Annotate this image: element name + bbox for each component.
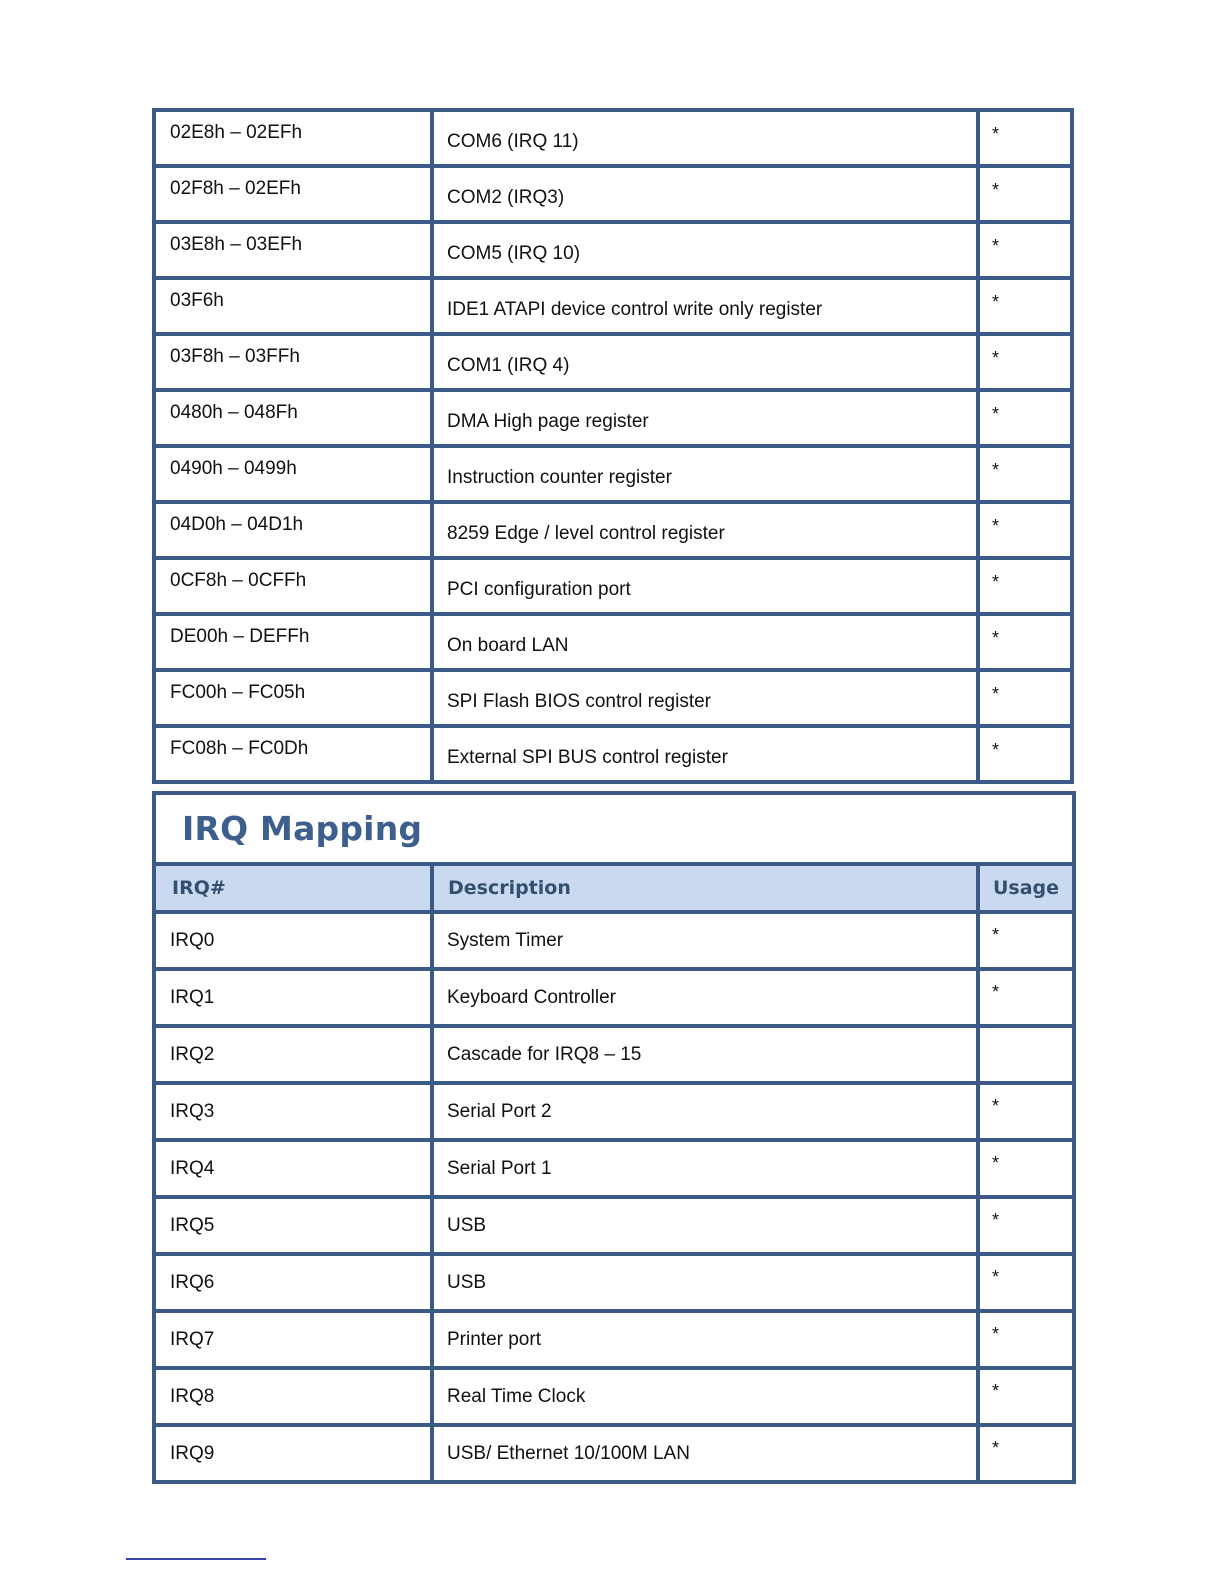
irq-description-cell: Real Time Clock	[432, 1368, 978, 1425]
io-address-cell: 0480h – 048Fh	[154, 390, 432, 446]
irq-number-cell: IRQ1	[154, 969, 432, 1026]
table-row	[154, 1197, 1074, 1254]
irq-description-cell: System Timer	[432, 912, 978, 969]
io-usage-cell: *	[978, 222, 1072, 278]
io-address-cell: DE00h – DEFFh	[154, 614, 432, 670]
irq-number-cell: IRQ6	[154, 1254, 432, 1311]
irq-table-title: IRQ Mapping	[182, 809, 423, 848]
io-usage-cell: *	[978, 670, 1072, 726]
irq-description-cell: Serial Port 1	[432, 1140, 978, 1197]
io-function-cell: 8259 Edge / level control register	[432, 502, 978, 558]
table-row	[154, 446, 1072, 502]
irq-usage-cell: *	[978, 1083, 1074, 1140]
io-function-cell: Instruction counter register	[432, 446, 978, 502]
irq-usage-cell: *	[978, 1368, 1074, 1425]
irq-title-cell	[154, 793, 1074, 864]
table-row	[154, 390, 1072, 446]
io-usage-cell: *	[978, 446, 1072, 502]
table-row	[154, 1140, 1074, 1197]
table-row	[154, 969, 1074, 1026]
irq-description-cell: USB	[432, 1197, 978, 1254]
irq-header-row	[154, 864, 1074, 912]
irq-description-cell: Serial Port 2	[432, 1083, 978, 1140]
irq-usage-cell: *	[978, 1425, 1074, 1482]
io-address-cell: FC00h – FC05h	[154, 670, 432, 726]
irq-usage-cell: *	[978, 1140, 1074, 1197]
irq-usage-cell: *	[978, 1197, 1074, 1254]
io-usage-cell: *	[978, 390, 1072, 446]
table-row	[154, 1083, 1074, 1140]
irq-number-cell: IRQ5	[154, 1197, 432, 1254]
footnote-separator	[126, 1558, 266, 1560]
table-row	[154, 278, 1072, 334]
irq-description-cell: USB/ Ethernet 10/100M LAN	[432, 1425, 978, 1482]
table-row	[154, 222, 1072, 278]
table-row	[154, 1254, 1074, 1311]
io-address-table	[152, 108, 1074, 784]
irq-usage-cell: *	[978, 1254, 1074, 1311]
io-function-cell: PCI configuration port	[432, 558, 978, 614]
irq-number-cell: IRQ4	[154, 1140, 432, 1197]
table-row	[154, 1368, 1074, 1425]
table-row	[154, 166, 1072, 222]
io-usage-cell: *	[978, 726, 1072, 782]
irq-number-cell: IRQ9	[154, 1425, 432, 1482]
irq-number-cell: IRQ3	[154, 1083, 432, 1140]
table-row	[154, 614, 1072, 670]
irq-description-cell: Printer port	[432, 1311, 978, 1368]
io-usage-cell: *	[978, 502, 1072, 558]
irq-title-row	[154, 793, 1074, 864]
irq-number-cell: IRQ8	[154, 1368, 432, 1425]
io-function-cell: On board LAN	[432, 614, 978, 670]
io-address-cell: 02E8h – 02EFh	[154, 110, 432, 166]
io-address-table-body	[154, 110, 1072, 782]
irq-number-cell: IRQ0	[154, 912, 432, 969]
irq-description-cell: Cascade for IRQ8 – 15	[432, 1026, 978, 1083]
table-row	[154, 502, 1072, 558]
irq-number-cell: IRQ7	[154, 1311, 432, 1368]
table-row	[154, 1425, 1074, 1482]
io-function-cell: SPI Flash BIOS control register	[432, 670, 978, 726]
io-function-cell: COM1 (IRQ 4)	[432, 334, 978, 390]
io-address-cell: 03F6h	[154, 278, 432, 334]
io-usage-cell: *	[978, 558, 1072, 614]
irq-usage-cell	[978, 1026, 1074, 1083]
io-address-cell: 0CF8h – 0CFFh	[154, 558, 432, 614]
irq-mapping-table	[152, 791, 1076, 1484]
io-function-cell: DMA High page register	[432, 390, 978, 446]
table-row	[154, 110, 1072, 166]
usage-column-header: Usage	[978, 864, 1074, 912]
irq-column-header: IRQ#	[154, 864, 432, 912]
io-usage-cell: *	[978, 278, 1072, 334]
io-usage-cell: *	[978, 334, 1072, 390]
io-usage-cell: *	[978, 110, 1072, 166]
io-function-cell: IDE1 ATAPI device control write only register	[432, 278, 978, 334]
irq-usage-cell: *	[978, 969, 1074, 1026]
description-column-header: Description	[432, 864, 978, 912]
io-address-cell: 02F8h – 02EFh	[154, 166, 432, 222]
io-address-cell: 04D0h – 04D1h	[154, 502, 432, 558]
irq-description-cell: USB	[432, 1254, 978, 1311]
io-function-cell: COM5 (IRQ 10)	[432, 222, 978, 278]
io-address-cell: 03F8h – 03FFh	[154, 334, 432, 390]
irq-usage-cell: *	[978, 912, 1074, 969]
io-usage-cell: *	[978, 614, 1072, 670]
table-row	[154, 1026, 1074, 1083]
table-row	[154, 726, 1072, 782]
io-function-cell: External SPI BUS control register	[432, 726, 978, 782]
io-address-cell: 03E8h – 03EFh	[154, 222, 432, 278]
irq-mapping-table-body	[154, 912, 1074, 1482]
io-function-cell: COM2 (IRQ3)	[432, 166, 978, 222]
irq-usage-cell: *	[978, 1311, 1074, 1368]
table-row	[154, 1311, 1074, 1368]
table-row	[154, 912, 1074, 969]
io-address-cell: FC08h – FC0Dh	[154, 726, 432, 782]
io-usage-cell: *	[978, 166, 1072, 222]
table-row	[154, 558, 1072, 614]
irq-number-cell: IRQ2	[154, 1026, 432, 1083]
table-row	[154, 670, 1072, 726]
io-address-cell: 0490h – 0499h	[154, 446, 432, 502]
table-row	[154, 334, 1072, 390]
io-function-cell: COM6 (IRQ 11)	[432, 110, 978, 166]
irq-description-cell: Keyboard Controller	[432, 969, 978, 1026]
